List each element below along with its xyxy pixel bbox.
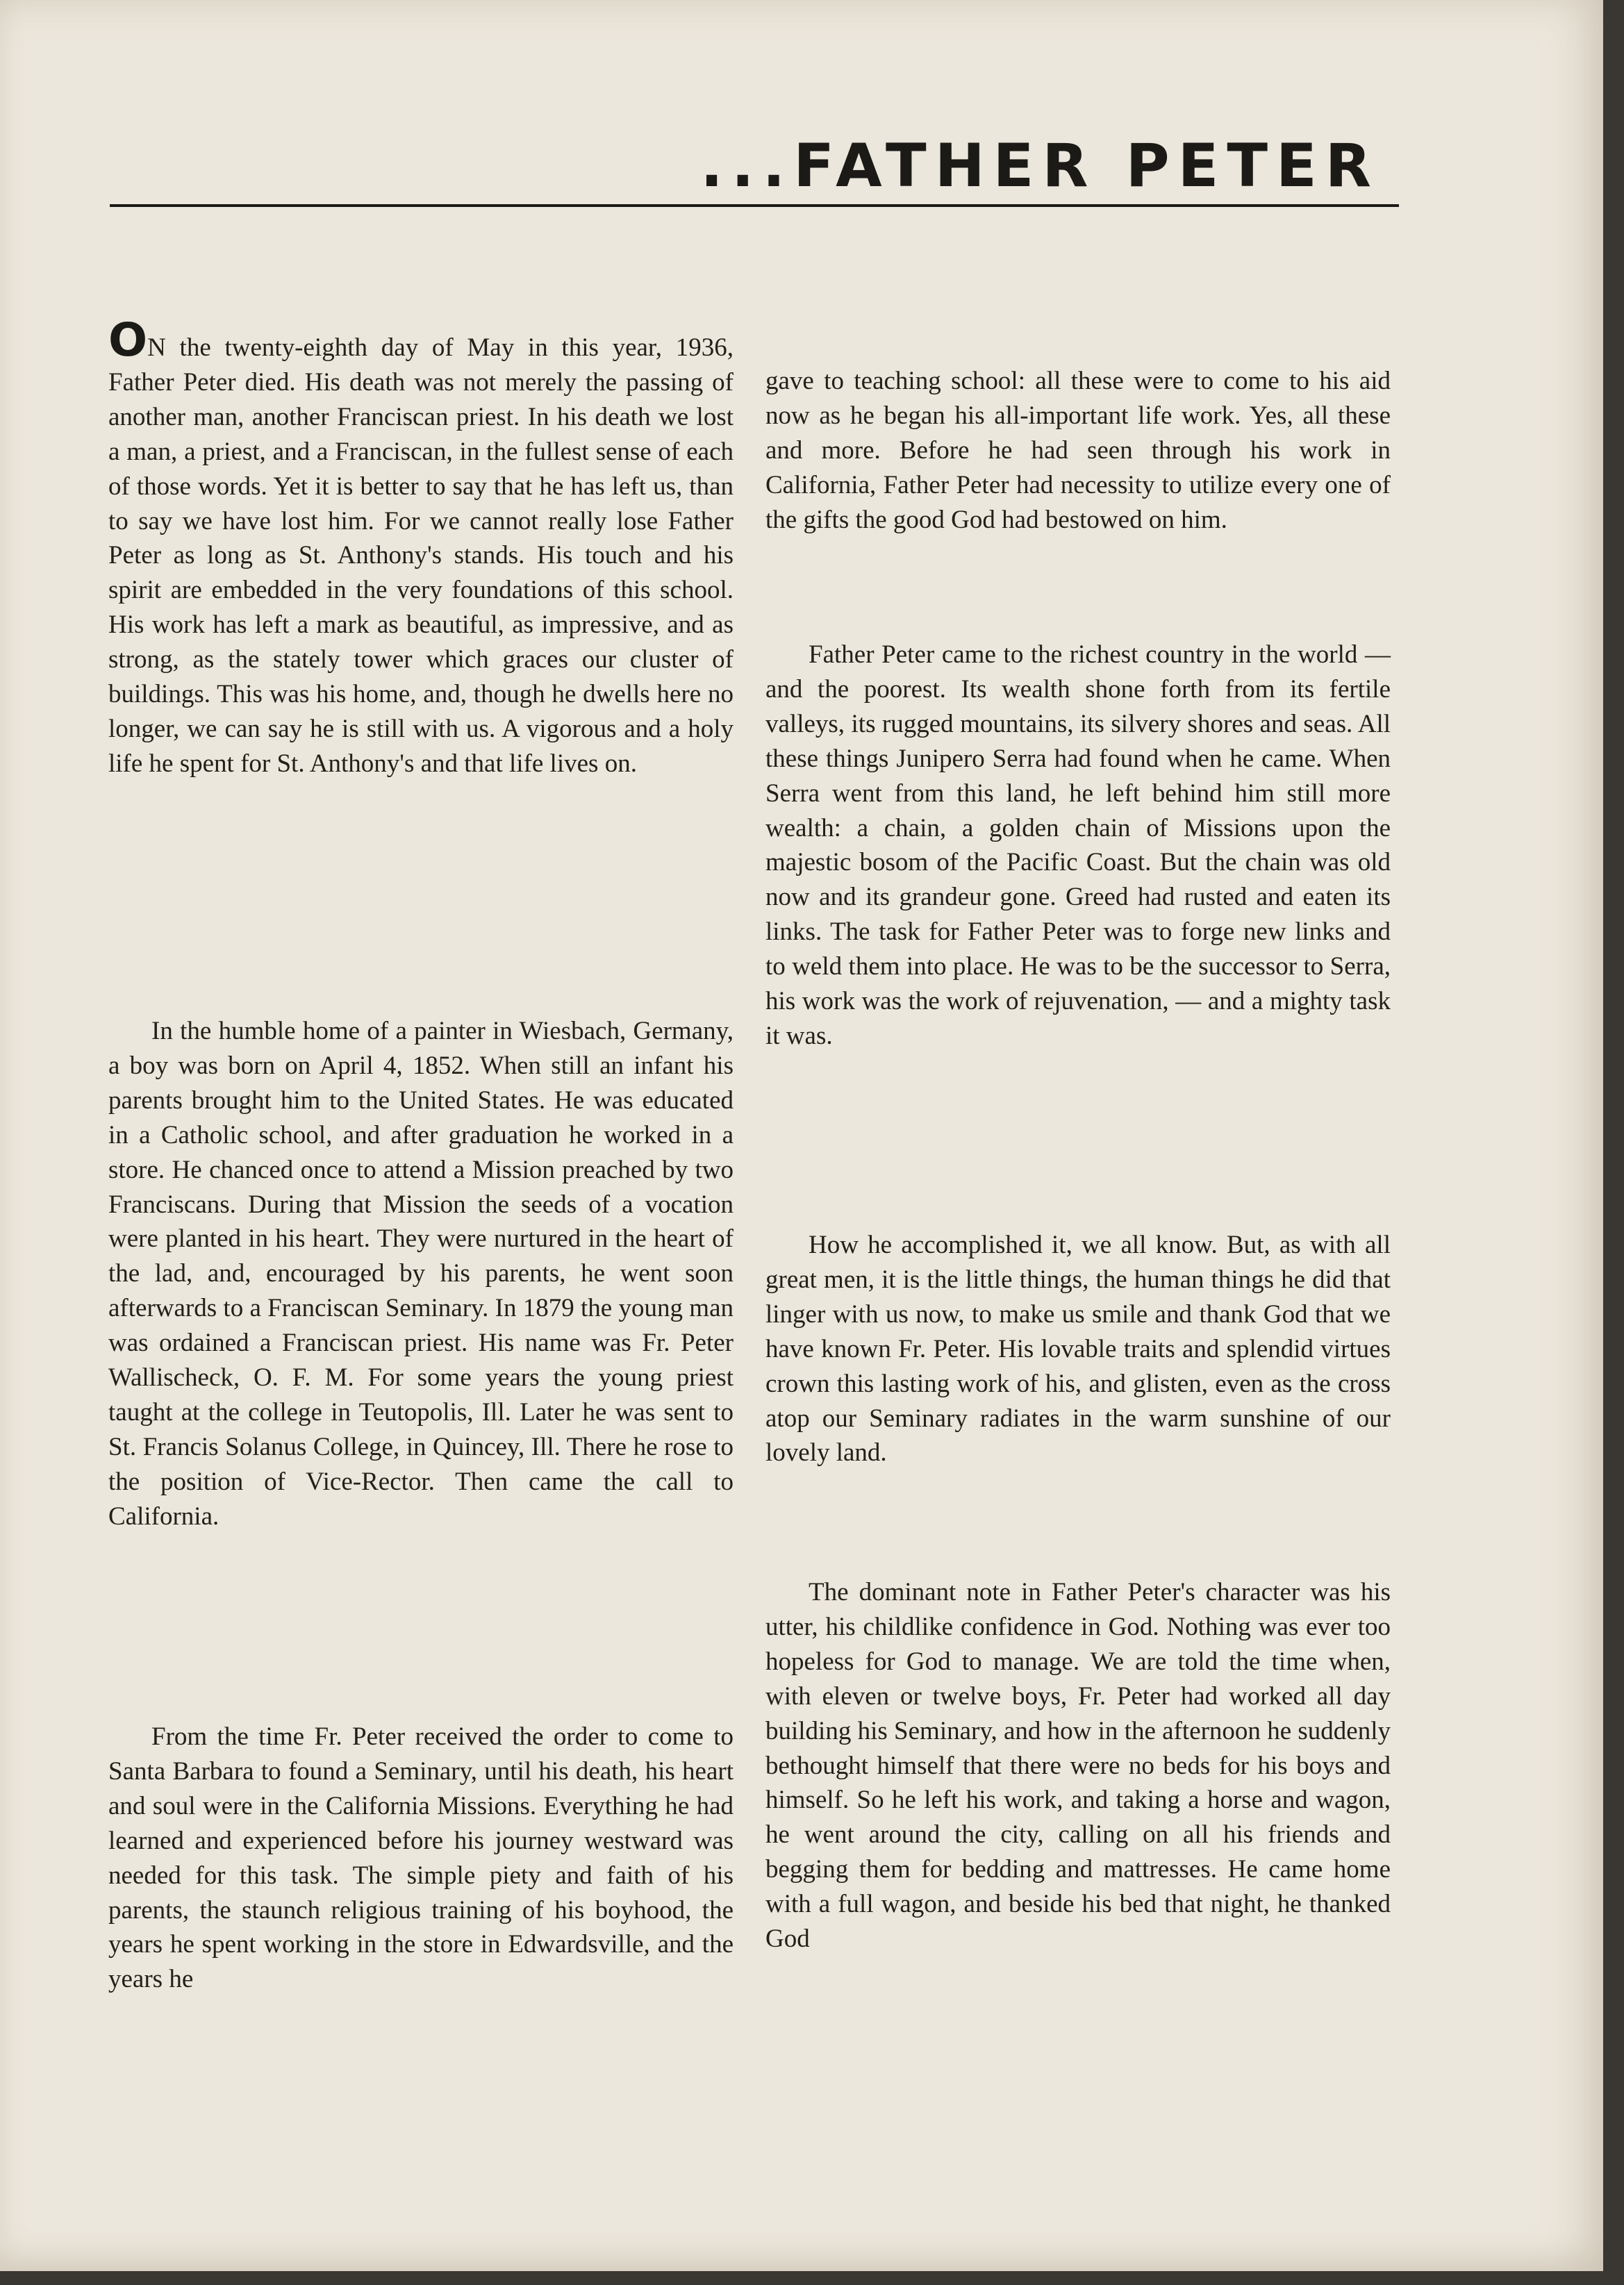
article-paragraph-4: gave to teaching school: all these were to come to his aid now as he began his all-important life work. Yes, all these and more. Before he had seen through his work in California, Father Peter had necessity to utilize every one of the gifts the good God had bestowed on him. [765,367,1391,534]
article-paragraph-7: The dominant note in Father Peter's character was his utter, his childlike confidence in God. Nothing was ever too hopeless for God to manage. We are told the time when, with eleven or twelve boys, Fr. Peter had worked all day building his Seminary, and how in the afternoon he suddenly bethought himself that there were no beds for his boys and himself. So he left his work, and taking a horse and wagon, he went around the city, calling on all his friends and begging them for bedding and mattresses. He came home with a full wagon, and beside his bed that night, he thanked God [765,1578,1391,1954]
drop-cap: O [108,313,148,367]
article-paragraph-1 [108,313,734,781]
article-paragraph-2: In the humble home of a painter in Wiesbach, Germany, a boy was born on April 4, 1852. When still an infant his parents brought him to the United States. He was educated in a Catholic school, and after graduation he worked in a store. He chanced once to attend a Mission preached by two Franciscans. During that Mission the seeds of a vocation were planted in his heart. They were nurtured in the heart of the lad, and, encouraged by his parents, he went soon afterwards to a Franciscan Seminary. In 1879 the young man was ordained a Franciscan priest. His name was Fr. Peter Wallischeck, O. F. M. For some years the young priest taught at the college in Teutopolis, Ill. Later he was sent to St. Francis Solanus College, in Quincey, Ill. There he rose to the position of Vice-Rector. Then came the call to California. [108,1017,734,1531]
right-column [765,0,1391,2285]
article-paragraph-5: Father Peter came to the richest country in the world — and the poorest. Its wealth shone forth from its fertile valleys, its rugged mountains, its silvery shores and seas. All these things Junipero Serra had found when he came. When Serra went from this land, he left behind him still more wealth: a chain, a golden chain of Missions upon the majestic bosom of the Pacific Coast. But the chain was old now and its grandeur gone. Greed had rusted and eaten its links. The task for Father Peter was to forge new links and to weld them into place. He was to be the successor to Serra, his work was the work of rejuvenation, — and a mighty task it was. [765,640,1391,1050]
paragraph-1-text: N the twenty-eighth day of May in this year, 1936, Father Peter died. His death was not merely the passing of another man, another Franciscan priest. In his death we lost a man, a priest, and a Franciscan, in the fullest sense of each of those words. Yet it is better to say that he has left us, than to say we have lost him. For we cannot really lose Father Peter as long as St. Anthony's stands. His touch and his spirit are embedded in the very foundations of this school. His work has left a mark as beautiful, as impressive, and as strong, as the stately tower which graces our cluster of buildings. This was his home, and, though he dwells here no longer, we can say he is still with us. A vigorous and a holy life he spent for St. Anthony's and that life lives on. [108,333,734,778]
left-column [108,0,734,2285]
article-paragraph-6: How he accomplished it, we all know. But, as with all great men, it is the little things, the human things he did that linger with us now, to make us smile and thank God that we have known Fr. Peter. His lovable traits and splendid virtues crown this lasting work of his, and glisten, even as the cross atop our Seminary radiates in the warm sunshine of our lovely land. [765,1231,1391,1468]
page-title: ...FATHER PETER [700,131,1379,201]
article-paragraph-3: From the time Fr. Peter received the order to come to Santa Barbara to found a Seminary, until his death, his heart and soul were in the California Missions. Everything he had learned and experienced before his journey westward was needed for this task. The simple piety and faith of his parents, the staunch religious training of his boyhood, the years he spent working in the store in Edwardsville, and the years he [108,1722,734,1994]
